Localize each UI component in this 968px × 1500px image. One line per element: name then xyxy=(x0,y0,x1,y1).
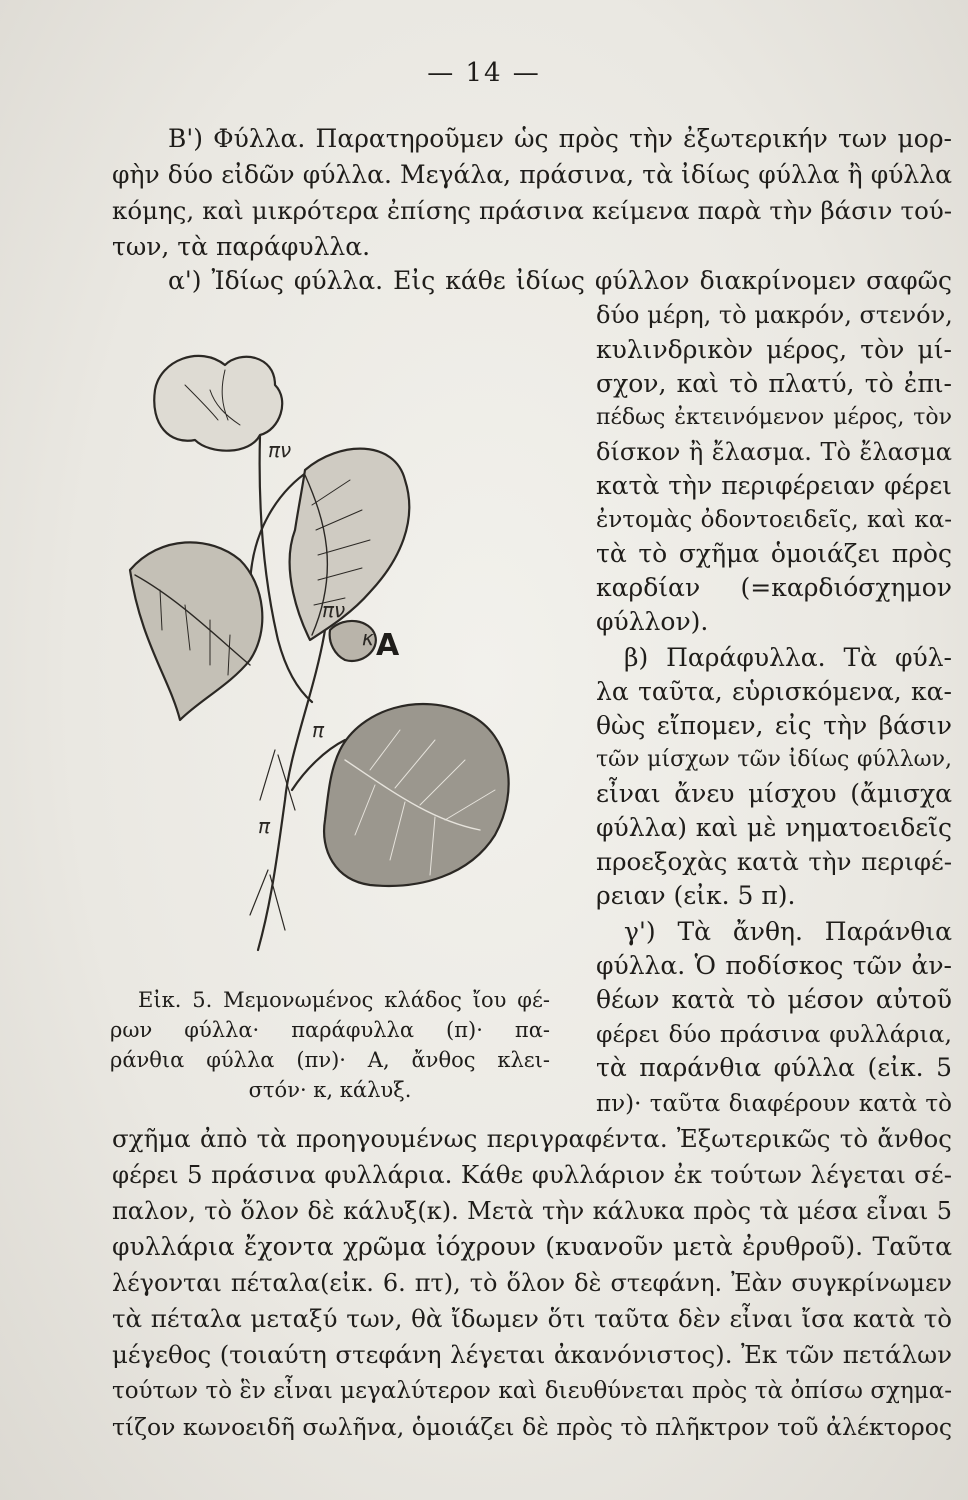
column-line: θέων κατὰ τὸ μέσον αὐτοῦ xyxy=(596,985,952,1014)
text-line: τὰ πέταλα μεταξύ των, θὰ ἴδωμεν ὅτι ταῦτα δὲν εἶναι ἴσα κατὰ τὸ xyxy=(112,1304,952,1333)
figure-label-pn-top: πν xyxy=(268,438,292,462)
figure-label-p-lower: π xyxy=(258,814,271,838)
text-line: μέγεθος (τοιαύτη στεφάνη λέγεται ἀκανόνιστος). Ἐκ τῶν πετάλων xyxy=(112,1340,952,1369)
column-line: λα ταῦτα, εὑρισκόμενα, κα- xyxy=(596,677,952,706)
text-line: παλον, τὸ ὅλον δὲ κάλυξ(κ). Μετὰ τὴν κάλυκα πρὸς τὰ μέσα εἶναι 5 xyxy=(112,1197,952,1225)
text-line: τίζον κωνοειδῆ σωλῆνα, ὁμοιάζει δὲ πρὸς τὸ πλῆκτρον τοῦ ἀλέκτορος xyxy=(112,1413,952,1441)
column-line: τὰ παράνθια φύλλα (εἰκ. 5 xyxy=(596,1053,952,1082)
violet-branch-illustration xyxy=(100,330,570,980)
text-line: τούτων τὸ ἓν εἶναι μεγαλύτερον καὶ διευθύνεται πρὸς τὰ ὀπίσω σχημα- xyxy=(112,1378,952,1404)
figure-label-A: Α xyxy=(376,628,400,663)
column-line: προεξοχὰς κατὰ τὴν περιφέ- xyxy=(596,847,952,876)
figure-label-p-upper: π xyxy=(312,718,325,742)
column-line: φύλλον). xyxy=(596,607,709,636)
text-line: των, τὰ παράφυλλα. xyxy=(112,232,371,261)
caption-line: ρων φύλλα· παράφυλλα (π)· πα- xyxy=(110,1018,550,1042)
caption-line: ράνθια φύλλα (πν)· Α, ἄνθος κλει- xyxy=(110,1048,550,1072)
column-line: τῶν μίσχων τῶν ἰδίως φύλλων, xyxy=(596,747,952,772)
column-line: φέρει δύο πράσινα φυλλάρια, xyxy=(596,1020,952,1048)
text-line: σχῆμα ἀπὸ τὰ προηγουμένως περιγραφέντα. Ἐξωτερικῶς τὸ ἄνθος xyxy=(112,1124,952,1153)
column-line: κυλινδρικὸν μέρος, τὸν μί- xyxy=(596,335,952,364)
text-line: φυλλάρια ἔχοντα χρῶμα ἰόχρουν (κυανοῦν μετὰ ἐρυθροῦ). Ταῦτα xyxy=(112,1232,952,1261)
column-line: ρειαν (εἰκ. 5 π). xyxy=(596,881,796,910)
text-line: B') Φύλλα. Παρατηροῦμεν ὡς πρὸς τὴν ἐξωτερικήν των μορ- xyxy=(168,124,952,153)
text-line: κόμης, καὶ μικρότερα ἐπίσης πράσινα κείμενα παρὰ τὴν βάσιν τού- xyxy=(112,196,952,225)
column-line: σχον, καὶ τὸ πλατύ, τὸ ἐπι- xyxy=(596,369,952,398)
page-number: — 14 — xyxy=(427,58,541,88)
column-line: πν)· ταῦτα διαφέρουν κατὰ τὸ xyxy=(596,1091,952,1117)
figure-label-pn-mid: πν xyxy=(322,598,346,622)
column-line: δύο μέρη, τὸ μακρόν, στενόν, xyxy=(596,301,953,329)
figure-caption xyxy=(110,985,550,1105)
caption-line: στόν· κ, κάλυξ. xyxy=(248,1078,412,1102)
column-line: θὼς εἴπομεν, εἰς τὴν βάσιν xyxy=(596,711,952,740)
section-alpha-line: α') Ἰδίως φύλλα. Εἰς κάθε ἰδίως φύλλον διακρίνομεν σαφῶς xyxy=(168,266,952,295)
text-line: φέρει 5 πράσινα φυλλάρια. Κάθε φυλλάριον ἐκ τούτων λέγεται σέ- xyxy=(112,1160,952,1189)
column-line: τὰ τὸ σχῆμα ὁμοιάζει πρὸς xyxy=(596,539,952,568)
column-line: εἶναι ἄνευ μίσχου (ἄμισχα xyxy=(596,779,952,808)
column-line: πέδως ἐκτεινόμενον μέρος, τὸν xyxy=(596,405,952,430)
section-beta-heading: β) Παράφυλλα. Τὰ φύλ- xyxy=(624,643,952,672)
figure-label-k: κ xyxy=(362,626,374,650)
column-line: κατὰ τὴν περιφέρειαν φέρει xyxy=(596,471,952,500)
text-line: φὴν δύο εἰδῶν φύλλα. Μεγάλα, πράσινα, τὰ ἰδίως φύλλα ἢ φύλλα xyxy=(112,160,952,189)
column-line: καρδίαν (=καρδιόσχημον xyxy=(596,573,952,602)
column-line: φύλλα) καὶ μὲ νηματοειδεῖς xyxy=(596,813,952,842)
column-line: δίσκον ἢ ἔλασμα. Τὸ ἔλασμα xyxy=(596,438,952,466)
caption-line: Εἰκ. 5. Μεμονωμένος κλάδος ἴου φέ- xyxy=(138,988,550,1012)
section-gamma-heading: γ') Τὰ ἄνθη. Παράνθια xyxy=(624,917,952,946)
column-line: ἐντομὰς ὀδοντοειδεῖς, καὶ κα- xyxy=(596,507,952,533)
text-line: λέγονται πέταλα(εἰκ. 6. πτ), τὸ ὅλον δὲ στεφάνη. Ἐὰν συγκρίνωμεν xyxy=(112,1269,952,1297)
column-line: φύλλα. Ὁ ποδίσκος τῶν ἀν- xyxy=(596,951,952,980)
